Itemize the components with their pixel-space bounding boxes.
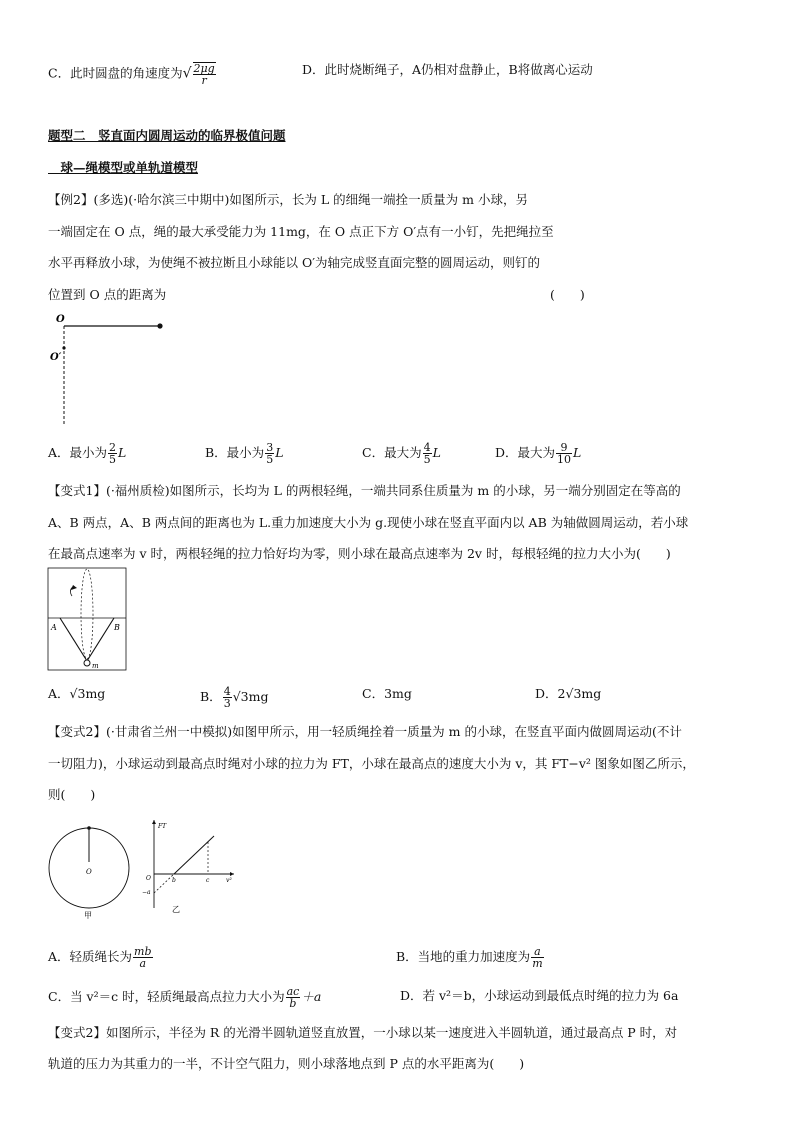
variant1-option-a: A．√3mg [48,686,106,701]
label-ft: FT [158,823,167,830]
variant1-figure [42,566,132,674]
ball [157,323,162,328]
option-c-text: C．此时圆盘的角速度为 [48,65,183,81]
variant1-line-3: 在最高点速率为 v 时，两根轻绳的拉力恰好均为零，则小球在最高点速率为 2v 时，每根轻绳的拉力大小为( ) [48,546,671,561]
label-a: A [51,623,57,632]
figure-frame [48,568,126,670]
ball-top [87,826,91,830]
variant2-line-3: 则( ) [48,787,96,802]
option-d-cut-rope: D．此时烧断绳子，A仍相对盘静止，B将做离心运动 [302,62,593,77]
graph-line-extension [154,874,174,893]
rope-b [87,618,114,661]
x-axis-arrow [230,872,234,876]
example2-line-4: 位置到 O 点的距离为 [48,287,167,302]
label-o: O [56,314,65,325]
variant1-line-1: 【变式1】(·福州质检)如图所示，长均为 L 的两根轻绳，一端共同系住质量为 m 的小球，另一端分别固定在等高的 [48,483,681,498]
variant2-option-c: C．当 v²＝c 时，轻质绳最高点拉力大小为 $\frac{ac}{b}$ ＋a [48,985,322,1010]
label-o-circle: O [86,868,92,876]
option-c-angular-speed: C．此时圆盘的角速度为√ $\frac{2\mu g}{r}$ [48,62,215,87]
label-v2: v² [226,877,232,884]
variant1-line-2: A、B 两点，A、B 两点间的距离也为 L.重力加速度大小为 g.现使小球在竖直平面内以 AB 为轴做圆周运动，若小球 [48,515,689,530]
nail [62,346,65,349]
label-o-prime: O′ [50,352,62,363]
example2-option-a: A．最小为 $\frac{2}{5}$ L [48,441,127,466]
variant3-line-2: 轨道的压力为其重力的一半，不计空气阻力，则小球落地点到 P 点的水平距离为( ) [48,1056,525,1071]
example2-answer-paren: ( ) [550,287,585,302]
variant2-option-b: B．当地的重力加速度为 $\frac{a}{m}$ [396,945,543,970]
section-subtitle: 球—绳模型或单轨道模型 [48,160,199,175]
ball-m [84,660,90,666]
example2-figure [40,310,180,430]
y-axis-arrow [152,820,156,824]
variant2-line-1: 【变式2】(·甘肃省兰州一中模拟)如图甲所示，用一轻质绳拴着一质量为 m 的小球，在竖直平面内做圆周运动(不计 [48,724,682,739]
label-m: m [92,662,99,670]
example2-option-c: C．最大为 $\frac{4}{5}$ L [362,441,441,466]
variant2-figure-yi [138,814,238,914]
example2-option-d: D．最大为 $\frac{9}{10}$ L [495,441,582,466]
label-minus-a: −a [142,889,151,896]
variant2-figure-jia [44,822,134,922]
variant1-option-c: C．3mg [362,686,412,701]
example2-line-2: 一端固定在 O 点，绳的最大承受能力为 11mg，在 O 点正下方 O′点有一小钉，先把绳拉至 [48,224,554,239]
circle-path-ellipse [81,569,93,659]
label-b: B [114,623,120,632]
example2-option-b: B．最小为 $\frac{3}{5}$ L [205,441,284,466]
sqrt-fraction: $\frac{2\mu g}{r}$ [193,62,215,87]
label-jia: 甲 [84,911,92,920]
label-yi: 乙 [172,905,180,914]
rope-a [60,618,87,661]
variant2-option-a: A．轻质绳长为 $\frac{mb}{a}$ [48,945,152,970]
example2-line-1: 【例2】(多选)(·哈尔滨三中期中)如图所示，长为 L 的细绳一端拴一质量为 m 小球，另 [48,192,528,207]
variant2-line-2: 一切阻力)，小球运动到最高点时绳对小球的拉力为 FT，小球在最高点的速度大小为 v，其 FT−v² 图象如图乙所示， [48,756,695,771]
label-o-axis: O [146,875,151,882]
example2-line-3: 水平再释放小球，为使绳不被拉断且小球能以 O′为轴完成竖直面完整的圆周运动，则钉的 [48,255,541,270]
variant3-line-1: 【变式2】如图所示，半径为 R 的光滑半圆轨道竖直放置，一小球以某一速度进入半圆轨道，通过最高点 P 时，对 [48,1025,678,1040]
variant1-option-d: D．2√3mg [535,686,602,701]
variant2-option-d: D．若 v²＝b，小球运动到最低点时绳的拉力为 6a [400,988,679,1003]
label-b: b [172,877,176,884]
section-title: 题型二 竖直面内圆周运动的临界极值问题 [48,128,286,143]
variant1-option-b: B． $\frac{4}{3}$ √3mg [200,685,269,710]
label-c: c [206,877,210,884]
